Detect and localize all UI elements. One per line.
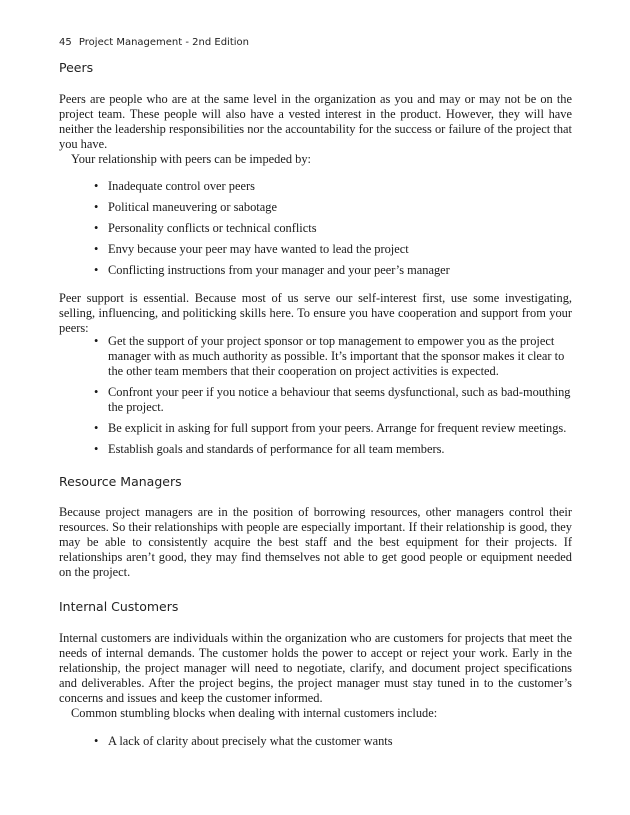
- list-item: • Personality conflicts or technical conflicts: [108, 221, 572, 236]
- paragraph: Internal customers are individuals within the organization who are customers for projects that meet the needs of internal demands. The customer holds the power to accept or reject your work. Early in the relationship, the project manager will need to negotiate, clarify, and document project specifications and deliverables. After the project begins, the project manager must stay tuned in to the customer’s concerns and issues and keep the customer informed.: [59, 631, 572, 705]
- paragraph: Because project managers are in the position of borrowing resources, other managers control their resources. So their relationships with people are especially important. If their relationship is good, they may be able to consistently acquire the best staff and the best equipment for their projects. If relationships aren’t good, they may find themselves not able to get good people or equipment needed on the project.: [59, 505, 572, 579]
- paragraph: Your relationship with peers can be impeded by:: [71, 152, 311, 166]
- list-item: • Conflicting instructions from your manager and your peer’s manager: [108, 263, 572, 278]
- bullet-list: [59, 179, 572, 284]
- running-header: [59, 37, 249, 48]
- list-item: • Confront your peer if you notice a behaviour that seems dysfunctional, such as bad-mouthing the project.: [108, 385, 572, 415]
- section-heading-peers: Peers: [59, 60, 94, 75]
- paragraph: Peers are people who are at the same level in the organization as you and may or may not be on the project team. These people will also have a vested interest in the product. However, they will have neither the leadership responsibilities nor the accountability for the success or failure of the project that you have.: [59, 92, 572, 151]
- page-number: 45: [59, 37, 72, 48]
- bullet-list: [59, 734, 572, 755]
- section-heading-internal-customers: Internal Customers: [59, 599, 179, 614]
- paragraph: Peer support is essential. Because most of us serve our self-interest first, use some investigating, selling, influencing, and politicking skills here. To ensure you have cooperation and support from your peers:: [59, 291, 572, 335]
- list-item: • Get the support of your project sponsor or top management to empower you as the project manager with as much authority as possible. It’s important that the sponsor makes it clear to the other team members that their cooperation on project activities is expected.: [108, 334, 572, 379]
- section-heading-resource-managers: Resource Managers: [59, 474, 182, 489]
- bullet-list: [59, 334, 572, 463]
- list-item: • A lack of clarity about precisely what the customer wants: [108, 734, 572, 749]
- list-item: • Political maneuvering or sabotage: [108, 200, 572, 215]
- list-item: • Establish goals and standards of performance for all team members.: [108, 442, 572, 457]
- list-item: • Be explicit in asking for full support from your peers. Arrange for frequent review meetings.: [108, 421, 572, 436]
- list-item: • Inadequate control over peers: [108, 179, 572, 194]
- book-title: Project Management - 2nd Edition: [78, 37, 249, 48]
- list-item: • Envy because your peer may have wanted to lead the project: [108, 242, 572, 257]
- paragraph: Common stumbling blocks when dealing with internal customers include:: [71, 706, 438, 720]
